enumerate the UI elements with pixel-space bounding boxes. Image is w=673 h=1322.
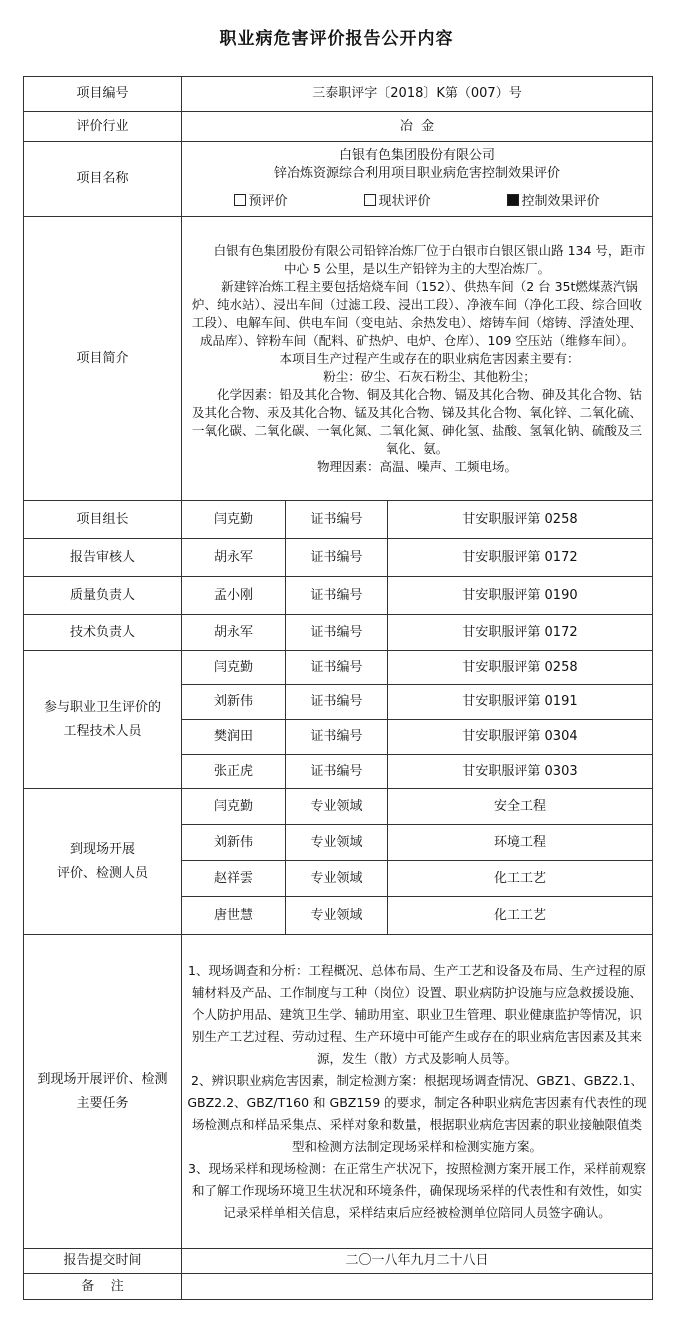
field-label: 专业领域: [286, 825, 388, 861]
row-participant: [24, 651, 653, 685]
cert-number: 甘安职服评第 0191: [388, 685, 653, 720]
cert-label: 证书编号: [286, 685, 388, 720]
person-name: 刘新伟: [182, 825, 286, 861]
project-name-line2: 锌冶炼资源综合利用项目职业病危害控制效果评价: [273, 166, 560, 181]
option-pre-evaluation: 预评价: [234, 193, 287, 211]
project-name-cell: [182, 142, 653, 217]
row-team-leader: [24, 501, 653, 539]
checkbox-pre-evaluation: [234, 194, 246, 206]
cert-number: 甘安职服评第 0304: [388, 720, 653, 755]
person-name: 胡永军: [182, 615, 286, 651]
role-label: 报告审核人: [24, 539, 182, 577]
cert-number: 甘安职服评第 0172: [388, 615, 653, 651]
row-quality-lead: [24, 577, 653, 615]
row-technical-lead: [24, 615, 653, 651]
field-staff-label: 到现场开展 评价、检测人员: [24, 789, 182, 935]
intro-paragraph: 本项目生产过程产生或存在的职业病危害因素主要有：: [279, 350, 580, 366]
cert-label: 证书编号: [286, 720, 388, 755]
intro-label: 项目简介: [24, 217, 182, 501]
field-value: 环境工程: [388, 825, 653, 861]
field-value: 化工工艺: [388, 861, 653, 897]
option-status-evaluation: 现状评价: [364, 193, 430, 211]
project-no-value: 三泰职评字〔2018〕K第（007）号: [182, 77, 653, 112]
remarks-label: 备 注: [24, 1274, 182, 1300]
intro-paragraph: 白银有色集团股份有限公司铅锌冶炼厂位于白银市白银区银山路 134 号，距市中心 5 公里，是以生产铅锌为主的大型冶炼厂。: [213, 242, 646, 276]
intro-paragraph: 物理因素：高温、噪声、工频电场。: [316, 458, 517, 474]
field-label: 专业领域: [286, 789, 388, 825]
cert-number: 甘安职服评第 0303: [388, 755, 653, 789]
cert-label: 证书编号: [286, 501, 388, 539]
field-value: 安全工程: [388, 789, 653, 825]
cert-number: 甘安职服评第 0172: [388, 539, 653, 577]
cert-label: 证书编号: [286, 577, 388, 615]
checkbox-control-evaluation: [507, 194, 519, 206]
submit-label: 报告提交时间: [24, 1249, 182, 1274]
task-paragraph: 3、现场采样和现场检测：在正常生产状况下，按照检测方案开展工作，采样前观察和了解工作现场环境卫生状况和环境条件，确保现场采样的代表性和有效性，如实记录采样单相关信息，采样结束后应经被检测单位陪同人员签字确认。: [188, 1160, 646, 1220]
intro-paragraph: 化学因素：铅及其化合物、铜及其化合物、镉及其化合物、砷及其化合物、钴及其化合物、汞及其化合物、锰及其化合物、锑及其化合物、氧化锌、二氧化硫、一氧化碳、二氧化碳、一氧化氮、二氧化氮、砷化氢、盐酸、氢氧化钠、硫酸及三氧化、氨。: [191, 386, 642, 456]
person-name: 闫克勤: [182, 789, 286, 825]
row-tasks: [24, 935, 653, 1249]
cert-label: 证书编号: [286, 651, 388, 685]
intro-text: [182, 217, 653, 501]
checkbox-status-evaluation: [364, 194, 376, 206]
tasks-text: [182, 935, 653, 1249]
role-label: 质量负责人: [24, 577, 182, 615]
person-name: 闫克勤: [182, 501, 286, 539]
cert-label: 证书编号: [286, 615, 388, 651]
row-remarks: [24, 1274, 653, 1300]
submit-value: 二〇一八年九月二十八日: [182, 1249, 653, 1274]
tasks-label: 到现场开展评价、检测 主要任务: [24, 935, 182, 1249]
evaluation-type-options: [186, 193, 648, 211]
field-label: 专业领域: [286, 897, 388, 935]
person-name: 赵祥雲: [182, 861, 286, 897]
row-intro: [24, 217, 653, 501]
intro-paragraph: 粉尘：矽尘、石灰石粉尘、其他粉尘；: [323, 368, 536, 384]
person-name: 张正虎: [182, 755, 286, 789]
participants-label: 参与职业卫生评价的 工程技术人员: [24, 651, 182, 789]
cert-number: 甘安职服评第 0190: [388, 577, 653, 615]
project-name-label: 项目名称: [24, 142, 182, 217]
row-project-name: [24, 142, 653, 217]
task-paragraph: 1、现场调查和分析：工程概况、总体布局、生产工艺和设备及布局、生产过程的原辅材料及产品、工作制度与工种（岗位）设置、职业病防护设施与应急救援设施、个人防护用品、建筑卫生学、辅助用室、职业卫生管理、职业健康监护等情况，识别生产工艺过程、劳动过程、生产环境中可能产生或存在的职业病危害因素及其来源，发生（散）方式及影响人员等。: [188, 962, 646, 1066]
field-value: 化工工艺: [388, 897, 653, 935]
project-name-line1: 白银有色集团股份有限公司: [338, 148, 495, 163]
page-title: 职业病危害评价报告公开内容: [219, 29, 454, 49]
industry-value: 冶 金: [182, 112, 653, 142]
remarks-value: [182, 1274, 653, 1300]
cert-number: 甘安职服评第 0258: [388, 651, 653, 685]
cert-number: 甘安职服评第 0258: [388, 501, 653, 539]
person-name: 刘新伟: [182, 685, 286, 720]
cert-label: 证书编号: [286, 539, 388, 577]
report-table: [23, 76, 653, 1300]
row-industry: [24, 112, 653, 142]
row-project-no: [24, 77, 653, 112]
person-name: 闫克勤: [182, 651, 286, 685]
row-submit-date: [24, 1249, 653, 1274]
option-control-evaluation: 控制效果评价: [507, 193, 599, 211]
task-paragraph: 2、辨识职业病危害因素，制定检测方案：根据现场调查情况、GBZ1、GBZ2.1、GBZ2.2、GBZ/T160 和 GBZ159 的要求，制定各种职业病危害因素有代表性的现场检测点和样品采集点、采样对象和数量，根据职业病危害因素的职业接触限值类型和检测方法制定现场采样和检测实施方案。: [187, 1072, 647, 1154]
field-label: 专业领域: [286, 861, 388, 897]
industry-label: 评价行业: [24, 112, 182, 142]
person-name: 胡永军: [182, 539, 286, 577]
role-label: 技术负责人: [24, 615, 182, 651]
role-label: 项目组长: [24, 501, 182, 539]
cert-label: 证书编号: [286, 755, 388, 789]
row-field-staff: [24, 789, 653, 825]
project-no-label: 项目编号: [24, 77, 182, 112]
intro-paragraph: 新建锌冶炼工程主要包括焙烧车间（152）、供热车间（2 台 35t燃煤蒸汽锅炉、纯水站）、浸出车间（过滤工段、浸出工段）、净液车间（净化工段、综合回收工段）、电解车间、供电车间（变电站、余热发电）、熔铸车间（熔铸、浮渣处理、成品库）、锌粉车间（配料、矿热炉、电炉、仓库）、109 空压站（维修车间）。: [191, 278, 642, 348]
row-report-reviewer: [24, 539, 653, 577]
person-name: 唐世慧: [182, 897, 286, 935]
person-name: 樊润田: [182, 720, 286, 755]
person-name: 孟小刚: [182, 577, 286, 615]
